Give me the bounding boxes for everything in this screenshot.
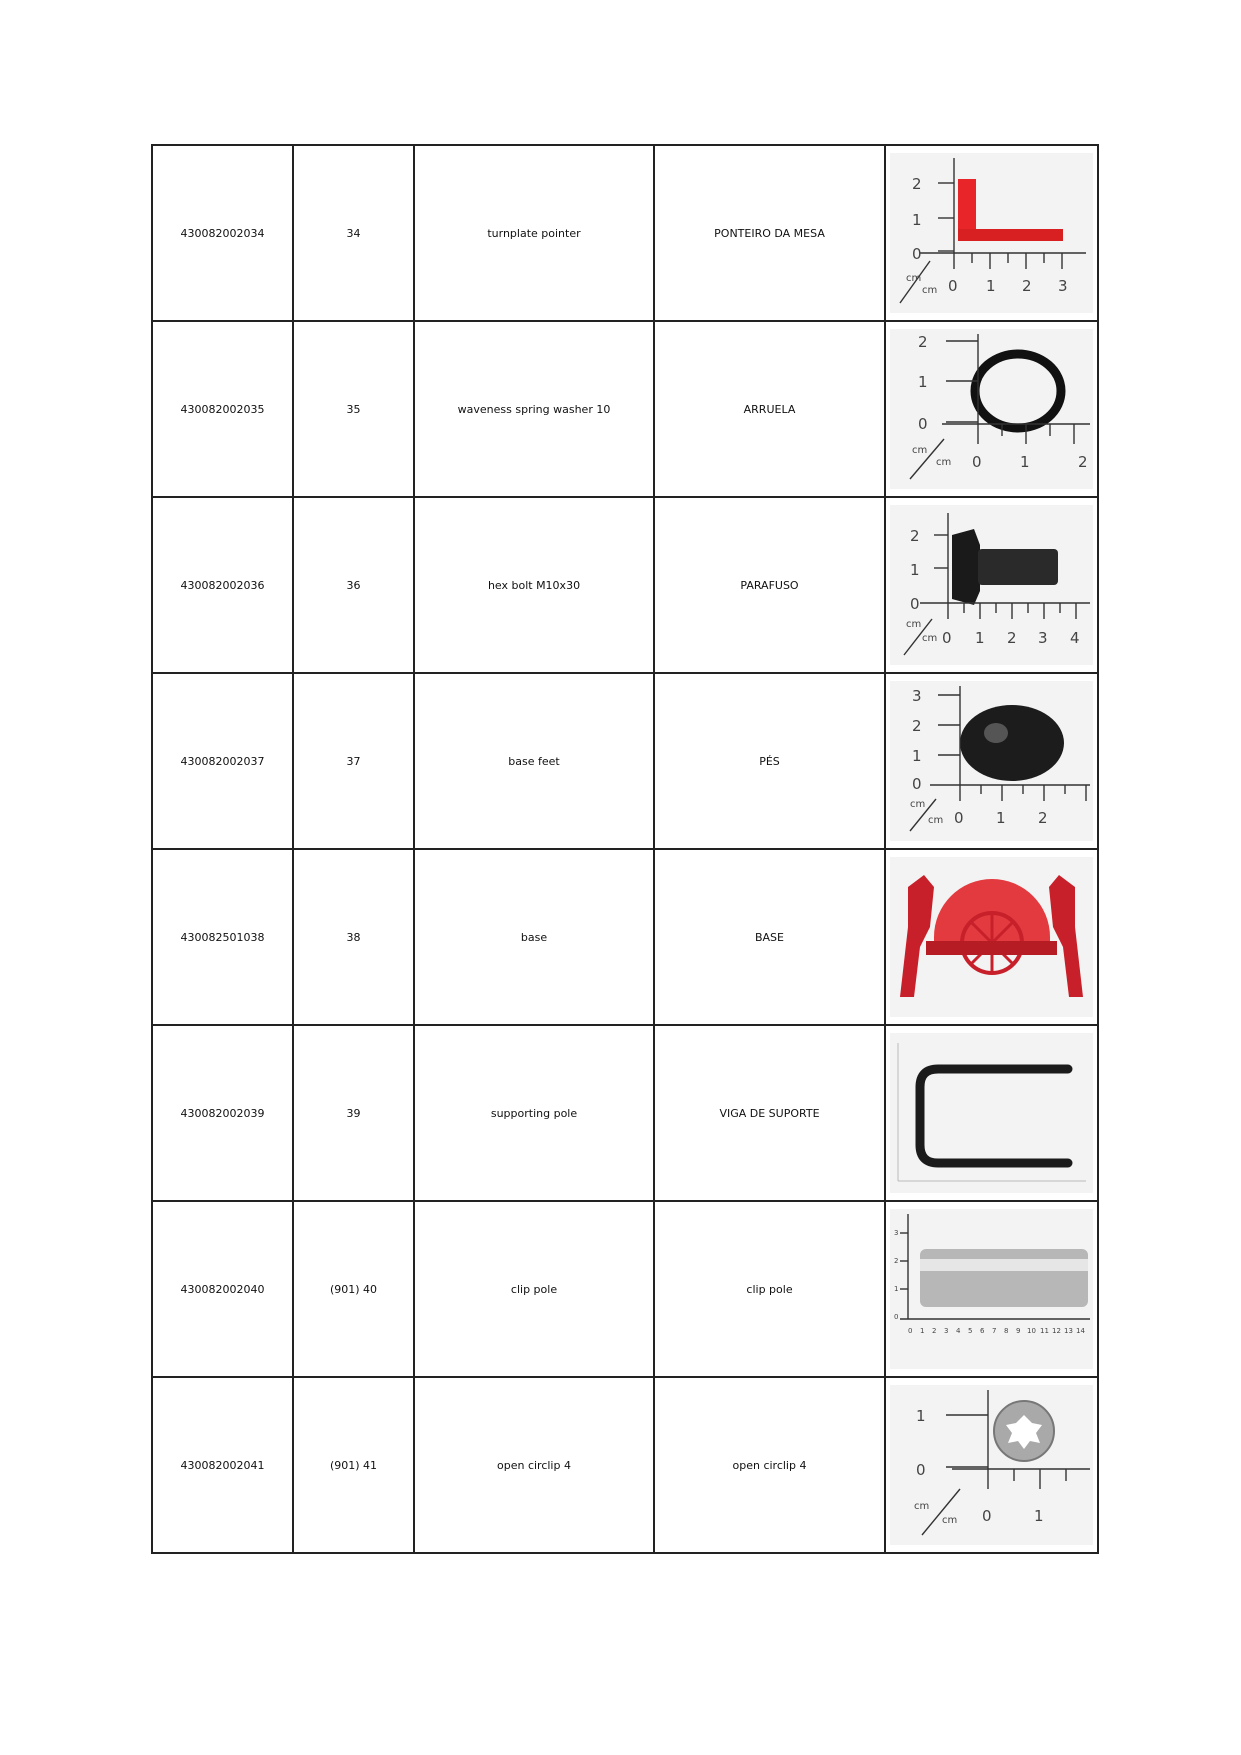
table-row bbox=[152, 497, 1098, 673]
base-frame bbox=[1049, 875, 1083, 997]
description-portuguese: open circlip 4 bbox=[654, 1377, 885, 1553]
ruler-y-label: 0 bbox=[918, 415, 928, 433]
supporting-pole-photo bbox=[890, 1033, 1093, 1193]
ruler-x-label: 3 bbox=[1038, 629, 1048, 647]
position-number: 38 bbox=[293, 849, 414, 1025]
open-circlip-photo bbox=[890, 1385, 1093, 1545]
ruler-unit: cm bbox=[936, 457, 952, 468]
description-english: clip pole bbox=[414, 1201, 654, 1377]
description-english: base feet bbox=[414, 673, 654, 849]
bolt-head bbox=[952, 529, 980, 605]
ruler-x-label: 0 bbox=[972, 453, 982, 471]
ruler-y-label: 2 bbox=[912, 717, 922, 735]
ruler-y-label: 3 bbox=[894, 1229, 899, 1237]
ruler-x-label: 11 bbox=[1040, 1327, 1049, 1335]
base-frame bbox=[900, 875, 934, 997]
ruler-x-label: 0 bbox=[954, 809, 964, 827]
hex-bolt-photo bbox=[890, 505, 1093, 665]
base-plate bbox=[926, 941, 1057, 955]
ruler-x-label: 2 bbox=[1078, 453, 1088, 471]
ruler-unit: cm bbox=[942, 1515, 958, 1526]
description-english: waveness spring washer 10 bbox=[414, 321, 654, 497]
ruler-y-label: 1 bbox=[910, 561, 920, 579]
article-number: 430082501038 bbox=[152, 849, 293, 1025]
ruler-y-label: 1 bbox=[918, 373, 928, 391]
ruler-x-label: 1 bbox=[986, 277, 996, 295]
ruler-x-label: 9 bbox=[1016, 1327, 1021, 1335]
foot-part-center bbox=[984, 723, 1008, 743]
part-photo-cell bbox=[885, 497, 1098, 673]
ruler-unit: cm bbox=[906, 619, 922, 630]
ruler-x-label: 6 bbox=[980, 1327, 985, 1335]
position-number: (901) 41 bbox=[293, 1377, 414, 1553]
ruler-y-label: 1 bbox=[894, 1285, 899, 1293]
ruler-y-label: 0 bbox=[912, 245, 922, 263]
ruler-x-label: 2 bbox=[1038, 809, 1048, 827]
ruler-x-label: 0 bbox=[942, 629, 952, 647]
turnplate-pointer-photo bbox=[890, 153, 1093, 313]
description-portuguese: PARAFUSO bbox=[654, 497, 885, 673]
ruler-unit: cm bbox=[910, 799, 926, 810]
ruler-y-label: 1 bbox=[916, 1407, 926, 1425]
ruler-y-label: 0 bbox=[894, 1313, 899, 1321]
ruler-unit: cm bbox=[906, 273, 922, 284]
description-english: open circlip 4 bbox=[414, 1377, 654, 1553]
description-english: base bbox=[414, 849, 654, 1025]
ruler-x-label: 1 bbox=[975, 629, 985, 647]
article-number: 430082002039 bbox=[152, 1025, 293, 1201]
part-photo-cell bbox=[885, 1377, 1098, 1553]
ruler-x-label: 7 bbox=[992, 1327, 997, 1335]
table-row bbox=[152, 849, 1098, 1025]
table-row bbox=[152, 145, 1098, 321]
description-portuguese: ARRUELA bbox=[654, 321, 885, 497]
article-number: 430082002034 bbox=[152, 145, 293, 321]
ruler-y-label: 0 bbox=[910, 595, 920, 613]
description-english: supporting pole bbox=[414, 1025, 654, 1201]
ruler-x-label: 3 bbox=[1058, 277, 1068, 295]
article-number: 430082002037 bbox=[152, 673, 293, 849]
ruler-unit: cm bbox=[914, 1501, 930, 1512]
ruler-x-label: 4 bbox=[1070, 629, 1080, 647]
base-photo bbox=[890, 857, 1093, 1017]
ruler-x-label: 13 bbox=[1064, 1327, 1073, 1335]
table-row bbox=[152, 673, 1098, 849]
parts-table bbox=[151, 144, 1099, 1554]
position-number: (901) 40 bbox=[293, 1201, 414, 1377]
clip-pole-part bbox=[920, 1249, 1088, 1307]
ruler-y-label: 1 bbox=[912, 211, 922, 229]
article-number: 430082002040 bbox=[152, 1201, 293, 1377]
part-photo-cell bbox=[885, 673, 1098, 849]
bolt-shank bbox=[978, 549, 1058, 585]
clip-pole-highlight bbox=[920, 1259, 1088, 1271]
ruler-y-label: 0 bbox=[916, 1461, 926, 1479]
ruler-y-label: 2 bbox=[894, 1257, 899, 1265]
ruler-x-label: 5 bbox=[968, 1327, 973, 1335]
position-number: 34 bbox=[293, 145, 414, 321]
ruler-x-label: 1 bbox=[1020, 453, 1030, 471]
pole-part bbox=[920, 1069, 1068, 1163]
description-english: hex bolt M10x30 bbox=[414, 497, 654, 673]
description-portuguese: PONTEIRO DA MESA bbox=[654, 145, 885, 321]
ruler-x-label: 1 bbox=[1034, 1507, 1044, 1525]
spring-washer-photo bbox=[890, 329, 1093, 489]
description-portuguese: clip pole bbox=[654, 1201, 885, 1377]
ruler-unit: cm bbox=[928, 815, 944, 826]
ruler-unit: cm bbox=[922, 633, 938, 644]
part-photo-cell bbox=[885, 849, 1098, 1025]
ruler-x-label: 2 bbox=[1022, 277, 1032, 295]
description-portuguese: PÉS bbox=[654, 673, 885, 849]
table-row bbox=[152, 1025, 1098, 1201]
position-number: 39 bbox=[293, 1025, 414, 1201]
ruler-x-label: 0 bbox=[908, 1327, 913, 1335]
ruler-x-label: 12 bbox=[1052, 1327, 1061, 1335]
part-photo-cell bbox=[885, 1201, 1098, 1377]
article-number: 430082002035 bbox=[152, 321, 293, 497]
position-number: 35 bbox=[293, 321, 414, 497]
ruler-x-label: 3 bbox=[944, 1327, 949, 1335]
ruler-x-label: 14 bbox=[1076, 1327, 1085, 1335]
article-number: 430082002041 bbox=[152, 1377, 293, 1553]
position-number: 37 bbox=[293, 673, 414, 849]
ruler-y-label: 1 bbox=[912, 747, 922, 765]
ruler-x-label: 8 bbox=[1004, 1327, 1009, 1335]
clip-pole-photo bbox=[890, 1209, 1093, 1369]
part-photo-cell bbox=[885, 321, 1098, 497]
position-number: 36 bbox=[293, 497, 414, 673]
description-portuguese: VIGA DE SUPORTE bbox=[654, 1025, 885, 1201]
foot-part bbox=[960, 705, 1064, 781]
ruler-x-label: 1 bbox=[920, 1327, 925, 1335]
ruler-unit: cm bbox=[912, 445, 928, 456]
description-english: turnplate pointer bbox=[414, 145, 654, 321]
pointer-part-arm bbox=[958, 229, 1063, 241]
ruler-y-label: 3 bbox=[912, 687, 922, 705]
ruler-y-label: 2 bbox=[918, 333, 928, 351]
ruler-x-label: 4 bbox=[956, 1327, 961, 1335]
table-row bbox=[152, 321, 1098, 497]
ruler-x-label: 0 bbox=[948, 277, 958, 295]
description-portuguese: BASE bbox=[654, 849, 885, 1025]
ruler-unit: cm bbox=[922, 285, 938, 296]
ruler-y-label: 2 bbox=[912, 175, 922, 193]
table-row bbox=[152, 1201, 1098, 1377]
article-number: 430082002036 bbox=[152, 497, 293, 673]
ruler-y-label: 0 bbox=[912, 775, 922, 793]
ruler-x-label: 2 bbox=[1007, 629, 1017, 647]
table-row bbox=[152, 1377, 1098, 1553]
part-photo-cell bbox=[885, 145, 1098, 321]
ruler-x-label: 10 bbox=[1027, 1327, 1036, 1335]
part-photo-cell bbox=[885, 1025, 1098, 1201]
ruler-x-label: 0 bbox=[982, 1507, 992, 1525]
ruler-x-label: 2 bbox=[932, 1327, 937, 1335]
washer-part bbox=[975, 354, 1061, 428]
base-feet-photo bbox=[890, 681, 1093, 841]
ruler-x-label: 1 bbox=[996, 809, 1006, 827]
ruler-y-label: 2 bbox=[910, 527, 920, 545]
